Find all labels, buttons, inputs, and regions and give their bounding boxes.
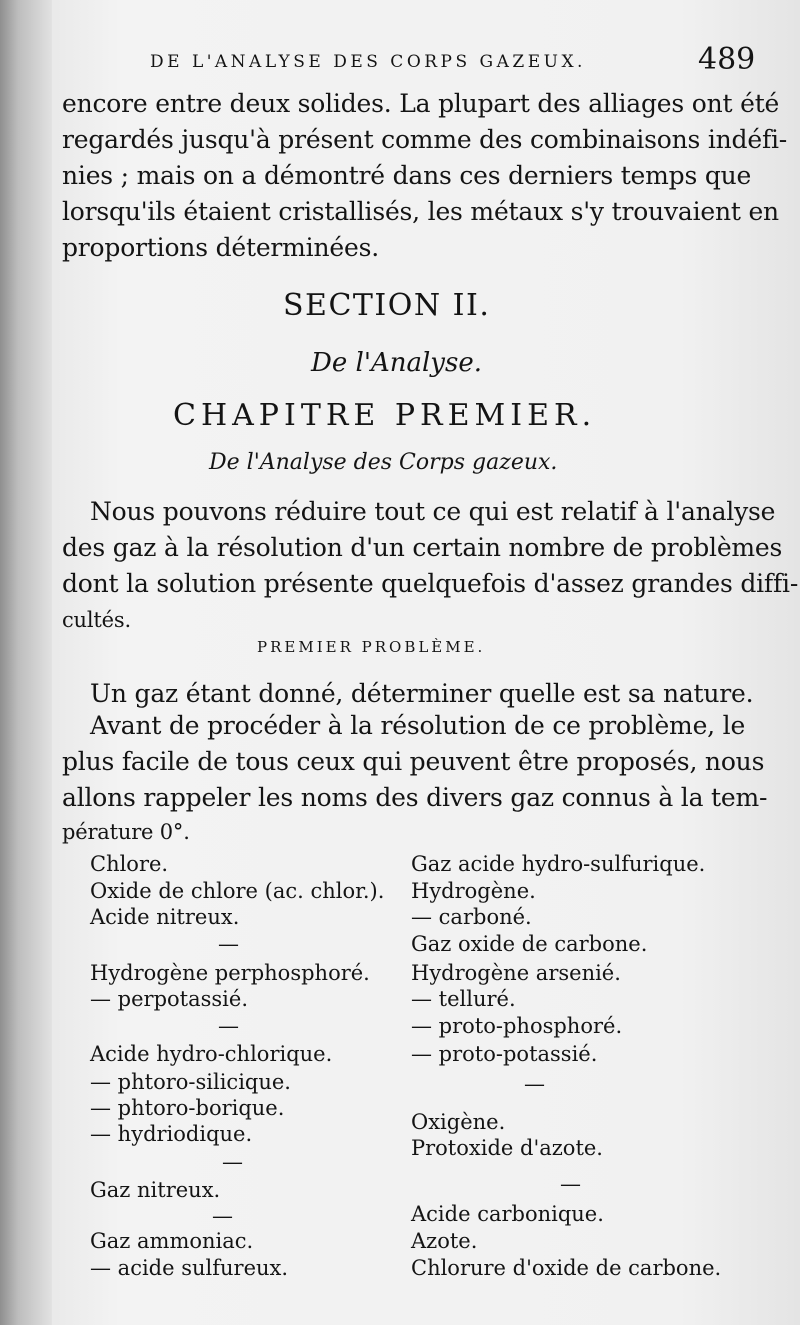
- gas-list-item: — hydriodique.: [90, 1122, 253, 1146]
- gas-list-item: Acide carbonique.: [411, 1202, 604, 1226]
- gas-list-item: — proto-phosphoré.: [411, 1014, 623, 1038]
- gas-list-item: Oxigène.: [411, 1110, 506, 1134]
- running-header: DE L'ANALYSE DES CORPS GAZEUX.: [150, 52, 586, 72]
- paragraph-line: Nous pouvons réduire tout ce qui est relatif à l'analyse: [90, 497, 776, 526]
- chapter-subtitle: De l'Analyse des Corps gazeux.: [209, 450, 558, 475]
- problem-statement: Un gaz étant donné, déterminer quelle est sa nature.: [90, 679, 754, 708]
- gas-list-item: Gaz nitreux.: [90, 1178, 221, 1202]
- page-gutter-shadow: [0, 0, 52, 1325]
- problem-title: PREMIER PROBLÈME.: [257, 638, 486, 656]
- gas-list-item: — proto-potassié.: [411, 1042, 598, 1066]
- gas-list-item: — telluré.: [411, 987, 516, 1011]
- gas-list-item: — phtoro-silicique.: [90, 1070, 291, 1094]
- gas-list-item: Azote.: [411, 1229, 478, 1253]
- gas-list-item: Acide hydro-chlorique.: [90, 1042, 333, 1066]
- analyse-title: De l'Analyse.: [311, 348, 482, 378]
- gas-list-item: Hydrogène arsenié.: [411, 961, 621, 985]
- gas-list-item: Acide nitreux.: [90, 905, 240, 929]
- gas-list-dash: —: [218, 932, 239, 956]
- gas-list-dash: —: [524, 1072, 545, 1096]
- paragraph-line: dont la solution présente quelquefois d'assez grandes diffi-: [62, 569, 799, 598]
- chapter-title: CHAPITRE PREMIER.: [173, 398, 597, 433]
- gas-list-item: Oxide de chlore (ac. chlor.).: [90, 879, 385, 903]
- gas-list-item: Chlorure d'oxide de carbone.: [411, 1256, 722, 1280]
- gas-list-dash: —: [222, 1150, 243, 1174]
- gas-list-item: Chlore.: [90, 852, 169, 876]
- page-number: 489: [698, 42, 756, 77]
- intro-line: encore entre deux solides. La plupart des alliages ont été: [62, 89, 780, 118]
- gas-list-item: Hydrogène.: [411, 879, 536, 903]
- gas-list-dash: —: [212, 1204, 233, 1228]
- gas-list-item: Hydrogène perphosphoré.: [90, 961, 370, 985]
- gas-list-item: Gaz oxide de carbone.: [411, 932, 648, 956]
- gas-list-item: — acide sulfureux.: [90, 1256, 289, 1280]
- paragraph-line: Avant de procéder à la résolution de ce problème, le: [90, 711, 746, 740]
- gas-list-item: Gaz ammoniac.: [90, 1229, 254, 1253]
- paragraph-line: cultés.: [62, 608, 131, 632]
- intro-line: lorsqu'ils étaient cristallisés, les métaux s'y trouvaient en: [62, 197, 779, 226]
- intro-line: nies ; mais on a démontré dans ces derniers temps que: [62, 161, 752, 190]
- gas-list-item: Gaz acide hydro-sulfurique.: [411, 852, 706, 876]
- gas-list-dash: —: [218, 1014, 239, 1038]
- paragraph-line: pérature 0°.: [62, 820, 190, 844]
- section-title: SECTION II.: [283, 288, 491, 323]
- gas-list-dash: —: [560, 1172, 581, 1196]
- gas-list-item: — phtoro-borique.: [90, 1096, 285, 1120]
- paragraph-line: allons rappeler les noms des divers gaz connus à la tem-: [62, 783, 768, 812]
- gas-list-item: — perpotassié.: [90, 987, 249, 1011]
- paragraph-line: des gaz à la résolution d'un certain nombre de problèmes: [62, 533, 783, 562]
- intro-line: proportions déterminées.: [62, 233, 379, 262]
- paragraph-line: plus facile de tous ceux qui peuvent être proposés, nous: [62, 747, 765, 776]
- gas-list-item: — carboné.: [411, 905, 532, 929]
- intro-line: regardés jusqu'à présent comme des combinaisons indéfi-: [62, 125, 788, 154]
- gas-list-item: Protoxide d'azote.: [411, 1136, 603, 1160]
